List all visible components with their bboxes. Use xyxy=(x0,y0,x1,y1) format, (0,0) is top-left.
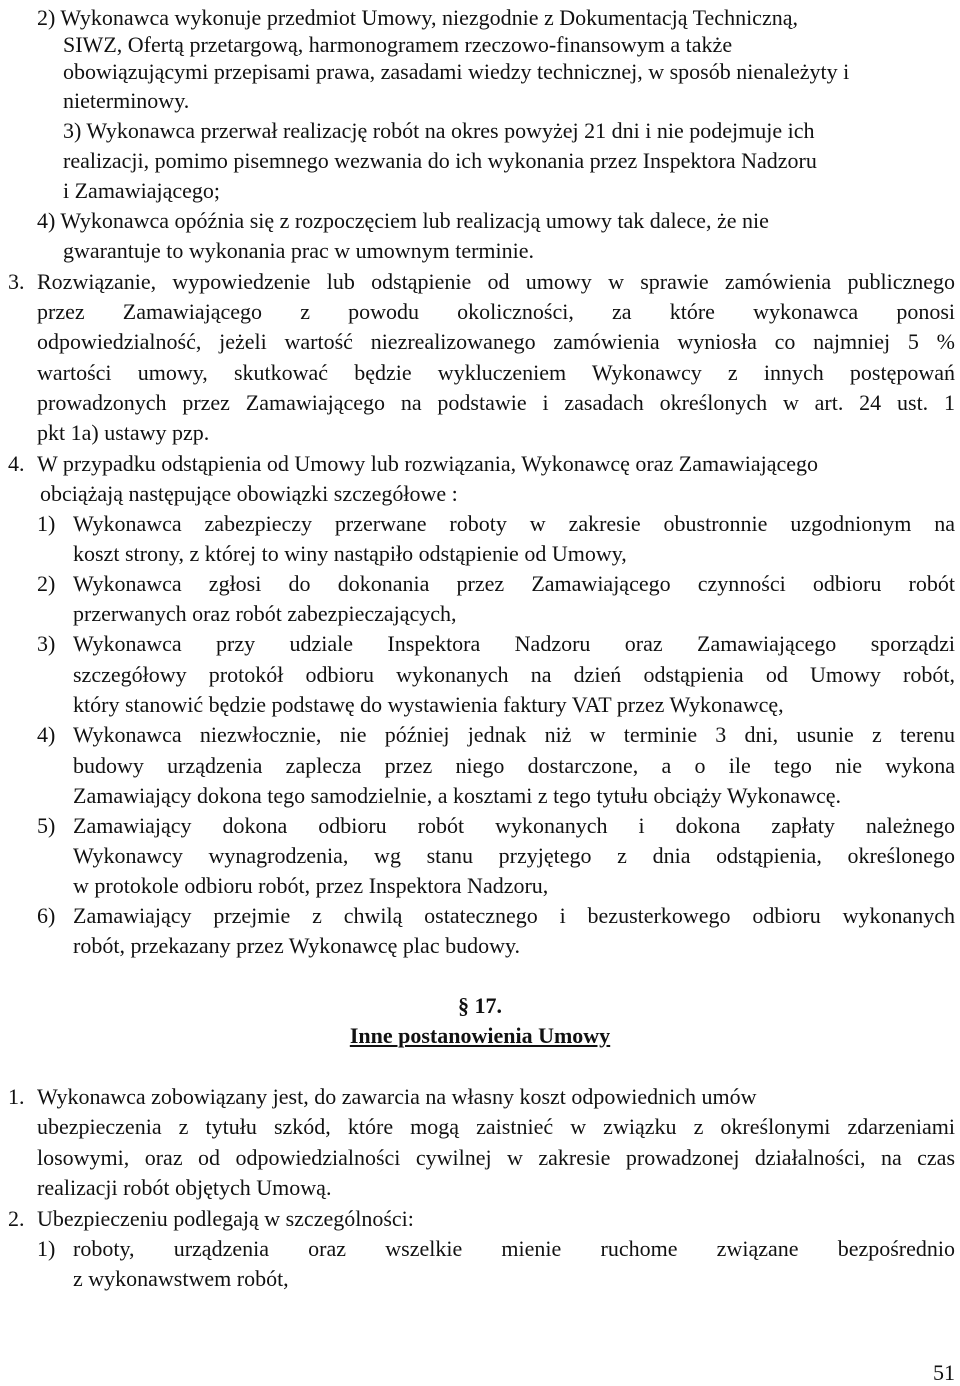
text-line: losowymi, oraz od odpowiedzialności cywilnej w zakresie prowadzonej działalności, na czas xyxy=(37,1145,955,1170)
clause-number: 4. xyxy=(8,451,25,476)
list-number: 4) xyxy=(37,722,56,747)
text-line: realizacji, pomimo pisemnego wezwania do ich wykonania przez Inspektora Nadzoru xyxy=(63,148,817,173)
clause-number: 2. xyxy=(8,1206,25,1231)
text-line: robót, przekazany przez Wykonawcę plac budowy. xyxy=(73,933,521,958)
page-number: 51 xyxy=(933,1360,955,1385)
text-line: który stanowić będzie podstawę do wystawienia faktury VAT przez Wykonawcę, xyxy=(73,692,784,717)
text-line: Zamawiający dokona odbioru robót wykonanych i dokona zapłaty należnego xyxy=(73,813,955,838)
section-title xyxy=(0,1021,960,1051)
text-line: SIWZ, Ofertą przetargową, harmonogramem rzeczowo-finansowym a także xyxy=(63,32,733,57)
text-line: roboty, urządzenia oraz wszelkie mienie ruchome związane bezpośrednio xyxy=(73,1236,955,1261)
text-line: obowiązującymi przepisami prawa, zasadami wiedzy technicznej, w sposób nienależyty i xyxy=(63,59,850,84)
text-line: realizacji robót objętych Umową. xyxy=(37,1175,332,1200)
text-line: Wykonawca zabezpieczy przerwane roboty w zakresie obustronnie uzgodnionym na xyxy=(73,511,955,536)
text-line: Wykonawca niezwłocznie, nie później jednak niż w terminie 3 dni, usunie z terenu xyxy=(73,722,955,747)
text-line: w protokole odbioru robót, przez Inspektora Nadzoru, xyxy=(73,873,549,898)
list-number: 5) xyxy=(37,813,56,838)
text-line: budowy urządzenia zaplecza przez niego dostarczone, a o ile tego nie wykona xyxy=(73,753,955,778)
text-line: z wykonawstwem robót, xyxy=(73,1266,289,1291)
list-number: 2) xyxy=(37,571,56,596)
text-line: szczegółowy protokół odbioru wykonanych na dzień odstąpienia od Umowy robót, xyxy=(73,662,955,687)
text-line: i Zamawiającego; xyxy=(63,178,220,203)
text-line: Zamawiający dokona tego samodzielnie, a kosztami z tego tytułu obciąży Wykonawcę. xyxy=(73,783,842,808)
text-line: ubezpieczenia z tytułu szkód, które mogą zaistnieć w związku z określonymi zdarzeniami xyxy=(37,1114,955,1139)
text-line: 4) Wykonawca opóźnia się z rozpoczęciem lub realizacją umowy tak dalece, że nie xyxy=(37,208,769,233)
text-line: pkt 1a) ustawy pzp. xyxy=(37,420,210,445)
text-line: przerwanych oraz robót zabezpieczających, xyxy=(73,601,457,626)
text-line: odpowiedzialność, jeżeli wartość niezrealizowanego zamówienia wyniosła co najmniej 5 % xyxy=(37,329,955,354)
list-number: 1) xyxy=(37,511,56,536)
text-line: wartości umowy, skutkować będzie wykluczeniem Wykonawcy z innych postępowań xyxy=(37,360,955,385)
clause-number: 3. xyxy=(8,269,25,294)
text-line: Wykonawcy wynagrodzenia, wg stanu przyjętego z dnia odstąpienia, określonego xyxy=(73,843,955,868)
text-line: Rozwiązanie, wypowiedzenie lub odstąpienie od umowy w sprawie zamówienia publicznego xyxy=(37,269,955,294)
text-line: Wykonawca przy udziale Inspektora Nadzoru oraz Zamawiającego sporządzi xyxy=(73,631,955,656)
section-title-text: Inne postanowienia Umowy xyxy=(349,1023,611,1048)
text-line: gwarantuje to wykonania prac w umownym terminie. xyxy=(63,238,535,263)
text-line: nieterminowy. xyxy=(63,88,190,113)
text-line: Wykonawca zgłosi do dokonania przez Zamawiającego czynności odbioru robót xyxy=(73,571,955,596)
section-number-heading: § 17. xyxy=(458,993,502,1018)
text-line: 3) Wykonawca przerwał realizację robót na okres powyżej 21 dni i nie podejmuje ich xyxy=(63,118,815,143)
text-line: prowadzonych przez Zamawiającego na podstawie i zasadach określonych w art. 24 ust. 1 xyxy=(37,390,955,415)
clause-number: 1. xyxy=(8,1084,25,1109)
list-number: 6) xyxy=(37,903,56,928)
list-number: 3) xyxy=(37,631,56,656)
text-line: obciążają następujące obowiązki szczegółowe : xyxy=(40,481,458,506)
text-line: W przypadku odstąpienia od Umowy lub rozwiązania, Wykonawcę oraz Zamawiającego xyxy=(37,451,819,476)
text-line: Wykonawca zobowiązany jest, do zawarcia na własny koszt odpowiednich umów xyxy=(37,1084,757,1109)
text-line: Ubezpieczeniu podlegają w szczególności: xyxy=(37,1206,414,1231)
list-number: 1) xyxy=(37,1236,56,1261)
text-line: koszt strony, z której to winy nastąpiło odstąpienie od Umowy, xyxy=(73,541,627,566)
text-line: przez Zamawiającego z powodu okoliczności, za które wykonawca ponosi xyxy=(37,299,955,324)
text-line: Zamawiający przejmie z chwilą ostatecznego i bezusterkowego odbioru wykonanych xyxy=(73,903,955,928)
text-line: 2) Wykonawca wykonuje przedmiot Umowy, niezgodnie z Dokumentacją Techniczną, xyxy=(37,5,798,30)
